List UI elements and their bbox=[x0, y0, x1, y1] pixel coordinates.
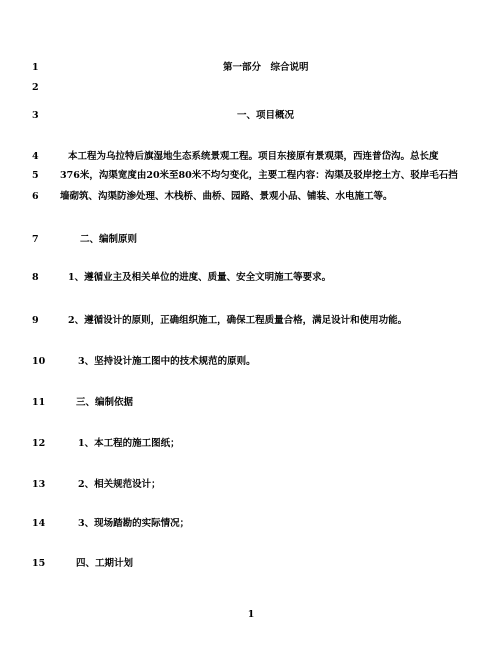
line-number: 11 bbox=[32, 397, 46, 408]
line-number: 1 bbox=[32, 62, 39, 73]
list-item: 2、遵循设计的原则，正确组织施工，确保工程质量合格，满足设计和使用功能。 bbox=[68, 315, 408, 326]
line-number: 13 bbox=[32, 479, 46, 490]
line-number: 10 bbox=[32, 356, 46, 367]
list-item: 1、遵循业主及相关单位的进度、质量、安全文明施工等要求。 bbox=[68, 272, 332, 283]
section-heading: 一、项目概况 bbox=[237, 110, 295, 121]
line-number: 2 bbox=[32, 82, 39, 93]
section-heading: 三、编制依据 bbox=[76, 397, 134, 408]
line-number: 4 bbox=[32, 151, 39, 162]
list-item: 2、相关规范设计； bbox=[78, 479, 161, 490]
line-number: 12 bbox=[32, 438, 46, 449]
list-item: 3、现场踏勘的实际情况； bbox=[78, 518, 190, 529]
paragraph-line: 本工程为乌拉特后旗湿地生态系统景观工程。项目东接原有景观渠，西连普岱沟。总长度 bbox=[68, 151, 439, 162]
paragraph-line: 墙砌筑、沟渠防渗处理、木栈桥、曲桥、园路、景观小品、铺装、水电施工等。 bbox=[60, 191, 393, 202]
line-number: 3 bbox=[32, 110, 39, 121]
section-heading: 四、工期计划 bbox=[76, 558, 134, 569]
line-number: 7 bbox=[32, 234, 39, 245]
paragraph-line: 376米，沟渠宽度由20米至80米不均匀变化，主要工程内容：沟渠及驳岸挖土方、驳岸毛石挡 bbox=[60, 170, 458, 181]
line-number: 5 bbox=[32, 170, 39, 181]
line-number: 8 bbox=[32, 272, 39, 283]
list-item: 1、本工程的施工图纸； bbox=[78, 438, 180, 449]
line-number: 14 bbox=[32, 518, 46, 529]
part-title: 第一部分 综合说明 bbox=[223, 62, 309, 73]
line-number: 9 bbox=[32, 315, 39, 326]
line-number: 15 bbox=[32, 558, 46, 569]
page-number: 1 bbox=[247, 609, 255, 620]
line-number: 6 bbox=[32, 191, 39, 202]
list-item: 3、坚持设计施工图中的技术规范的原则。 bbox=[78, 356, 256, 367]
section-heading: 二、编制原则 bbox=[80, 234, 138, 245]
